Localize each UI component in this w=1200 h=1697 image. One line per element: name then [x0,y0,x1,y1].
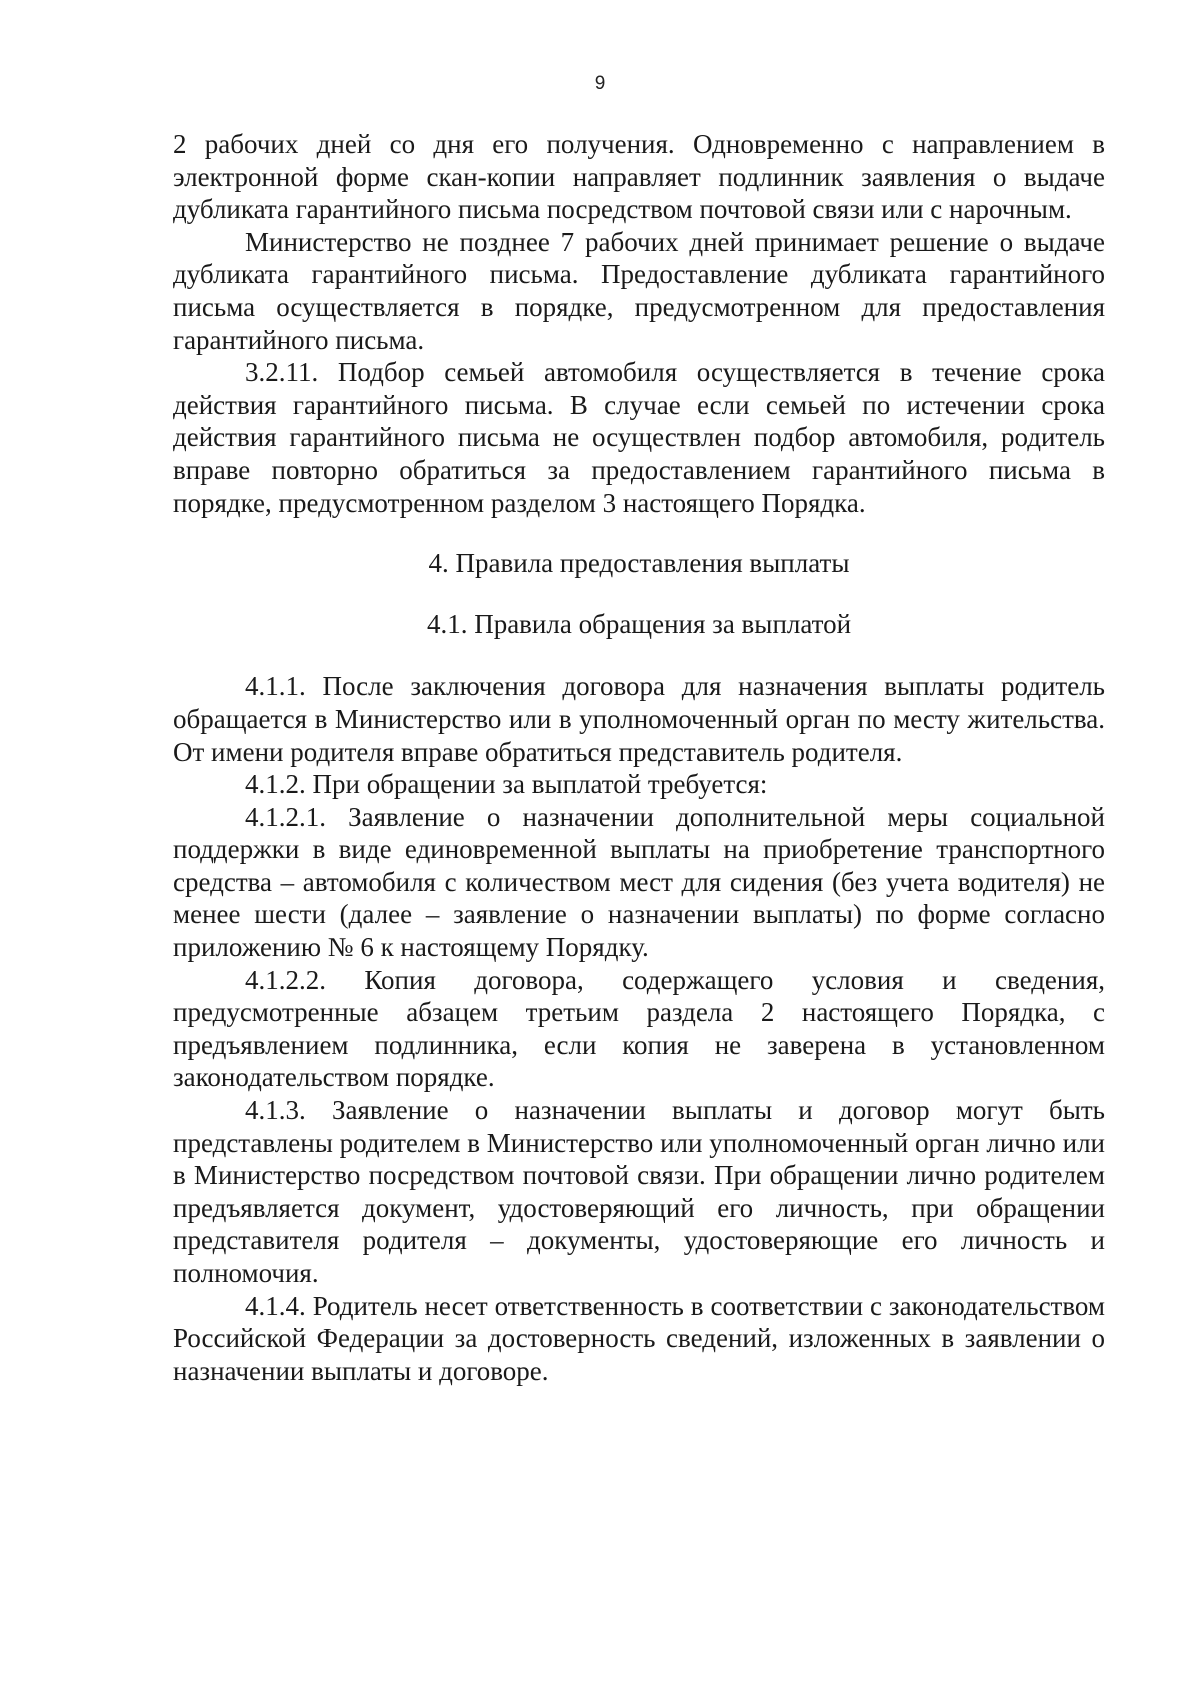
subsection-heading: 4.1. Правила обращения за выплатой [426,608,852,639]
paragraph-duplicate-decision: Министерство не позднее 7 рабочих дней принимает решение о выдаче дубликата гарантийного письма. Предоставление дубликата гарантийного письма осуществляется в порядке, предусмотренном для предоставления гарантийного письма. [173,226,1105,355]
paragraph-4-1-1: 4.1.1. После заключения договора для назначения выплаты родитель обращается в Министерство или в уполномоченный орган по месту жительства. От имени родителя вправе обратиться представитель родителя. [173,671,1105,767]
paragraph-3-2-11: 3.2.11. Подбор семьей автомобиля осуществляется в течение срока действия гарантийного письма. В случае если семьей по истечении срока действия гарантийного письма не осуществлен подбор автомобиля, родитель вправе повторно обратиться за предоставлением гарантийного письма в порядке, предусмотренном разделом 3 настоящего Порядка. [173,357,1105,518]
paragraph-4-1-2-1: 4.1.2.1. Заявление о назначении дополнительной меры социальной поддержки в виде единовременной выплаты на приобретение транспортного средства – автомобиля с количеством мест для сидения (без учета водителя) не менее шести (далее – заявление о назначении выплаты) по форме согласно приложению № 6 к настоящему Порядку. [173,801,1105,963]
paragraph-4-1-3: 4.1.3. Заявление о назначении выплаты и договор могут быть представлены родителем в Министерство или уполномоченный орган лично или в Министерство посредством почтовой связи. При обращении лично родителем предъявляется документ, удостоверяющий его личность, при обращении представителя родителя – документы, удостоверяющие его личность и полномочия. [173,1095,1105,1288]
paragraph-4-1-4: 4.1.4. Родитель несет ответственность в соответствии с законодательством Российской Федерации за достоверность сведений, изложенных в заявлении о назначении выплаты и договоре. [173,1290,1105,1386]
section-heading: 4. Правила предоставления выплаты [428,548,850,579]
paragraph-4-1-2: 4.1.2. При обращении за выплатой требуется: [245,769,768,800]
paragraph-4-1-2-2: 4.1.2.2. Копия договора, содержащего условия и сведения, предусмотренные абзацем третьим раздела 2 настоящего Порядка, с предъявлением подлинника, если копия не заверена в установленном законодательством порядке. [173,964,1105,1093]
document-body [173,128,1105,1387]
paragraph-continuation: 2 рабочих дней со дня его получения. Одновременно с направлением в электронной форме скан-копии направляет подлинник заявления о выдаче дубликата гарантийного письма посредством почтовой связи или с нарочным. [173,129,1105,225]
page-number: 9 [594,73,606,94]
